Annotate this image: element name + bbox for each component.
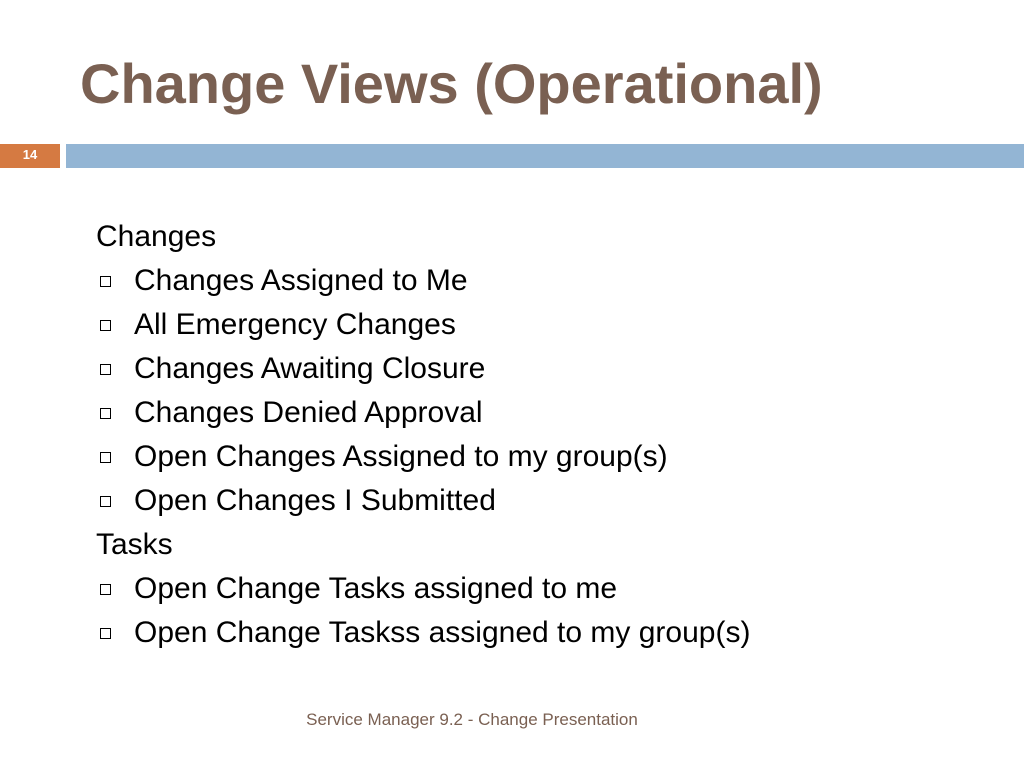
title-underline-bar <box>66 144 1024 168</box>
list-item-label: Changes Denied Approval <box>134 396 483 429</box>
list-item-label: Changes Assigned to Me <box>134 264 468 297</box>
tasks-list <box>96 567 996 655</box>
list-item <box>96 259 996 303</box>
list-item-label: Open Change Tasks assigned to me <box>134 572 618 605</box>
list-item <box>96 567 996 611</box>
list-item <box>96 611 996 655</box>
square-bullet-icon <box>100 496 111 507</box>
list-item <box>96 391 996 435</box>
section-heading-tasks: Tasks <box>96 528 173 561</box>
list-item <box>96 435 996 479</box>
list-item-label: Changes Awaiting Closure <box>134 352 486 385</box>
list-item <box>96 479 996 523</box>
slide-title: Change Views (Operational) <box>80 52 823 115</box>
square-bullet-icon <box>100 628 111 639</box>
list-item <box>96 303 996 347</box>
square-bullet-icon <box>100 320 111 331</box>
square-bullet-icon <box>100 364 111 375</box>
list-item-label: Open Change Taskss assigned to my group(s) <box>134 616 751 649</box>
changes-list <box>96 259 996 523</box>
list-item-label: All Emergency Changes <box>134 308 456 341</box>
list-item-label: Open Changes Assigned to my group(s) <box>134 440 668 473</box>
slide-content <box>96 215 996 655</box>
slide-number-badge: 14 <box>0 144 60 168</box>
slide-footer: Service Manager 9.2 - Change Presentation <box>306 710 638 729</box>
list-item <box>96 347 996 391</box>
square-bullet-icon <box>100 584 111 595</box>
square-bullet-icon <box>100 452 111 463</box>
section-heading-changes: Changes <box>96 220 217 253</box>
square-bullet-icon <box>100 408 111 419</box>
list-item-label: Open Changes I Submitted <box>134 484 496 517</box>
square-bullet-icon <box>100 276 111 287</box>
